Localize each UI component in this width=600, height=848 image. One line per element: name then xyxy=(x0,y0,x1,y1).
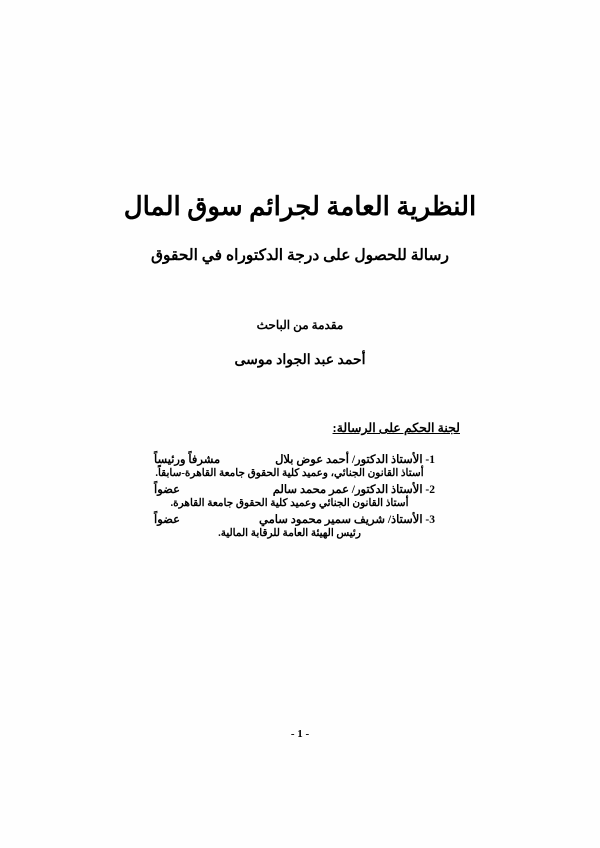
committee-member-affiliation: رئيس الهيئة العامة للرقابة المالية. xyxy=(218,528,361,539)
committee-member-line xyxy=(150,452,435,466)
list-item xyxy=(150,512,435,539)
committee-list xyxy=(0,452,600,542)
submitted-by-label: مقدمة من الباحث xyxy=(256,318,344,332)
committee-member-name: 3- الأستاذ/ شريف سمير محمود سامي xyxy=(259,514,435,526)
committee-member-role: مشرفاً ورئيساً xyxy=(154,454,221,466)
page-title: النظرية العامة لجرائم سوق المال xyxy=(123,192,477,221)
committee-member-role: عضواً xyxy=(154,484,180,496)
committee-member-line xyxy=(150,512,435,526)
committee-member-affiliation: أستاذ القانون الجنائي، وعميد كلية الحقوق جامعة القاهرة-سابقاً. xyxy=(155,468,424,479)
list-item xyxy=(150,452,435,479)
committee-member-role: عضواً xyxy=(154,514,180,526)
committee-member-line xyxy=(150,482,435,496)
committee-heading: لجنة الحكم على الرسالة: xyxy=(332,421,460,435)
document-subtitle: رسالة للحصول على درجة الدكتوراه في الحقوق xyxy=(150,247,449,264)
committee-member-name: 2- الأستاذ الدكتور/ عمر محمد سالم xyxy=(272,484,435,496)
author-name: أحمد عبد الجواد موسى xyxy=(234,353,366,368)
committee-member-name: 1- الأستاذ الدكتور/ أحمد عوض بلال xyxy=(275,454,435,466)
page-number: - 1 - xyxy=(290,728,310,740)
list-item xyxy=(150,482,435,509)
committee-member-affiliation: أستاذ القانون الجنائي وعميد كلية الحقوق جامعة القاهرة. xyxy=(170,498,409,509)
